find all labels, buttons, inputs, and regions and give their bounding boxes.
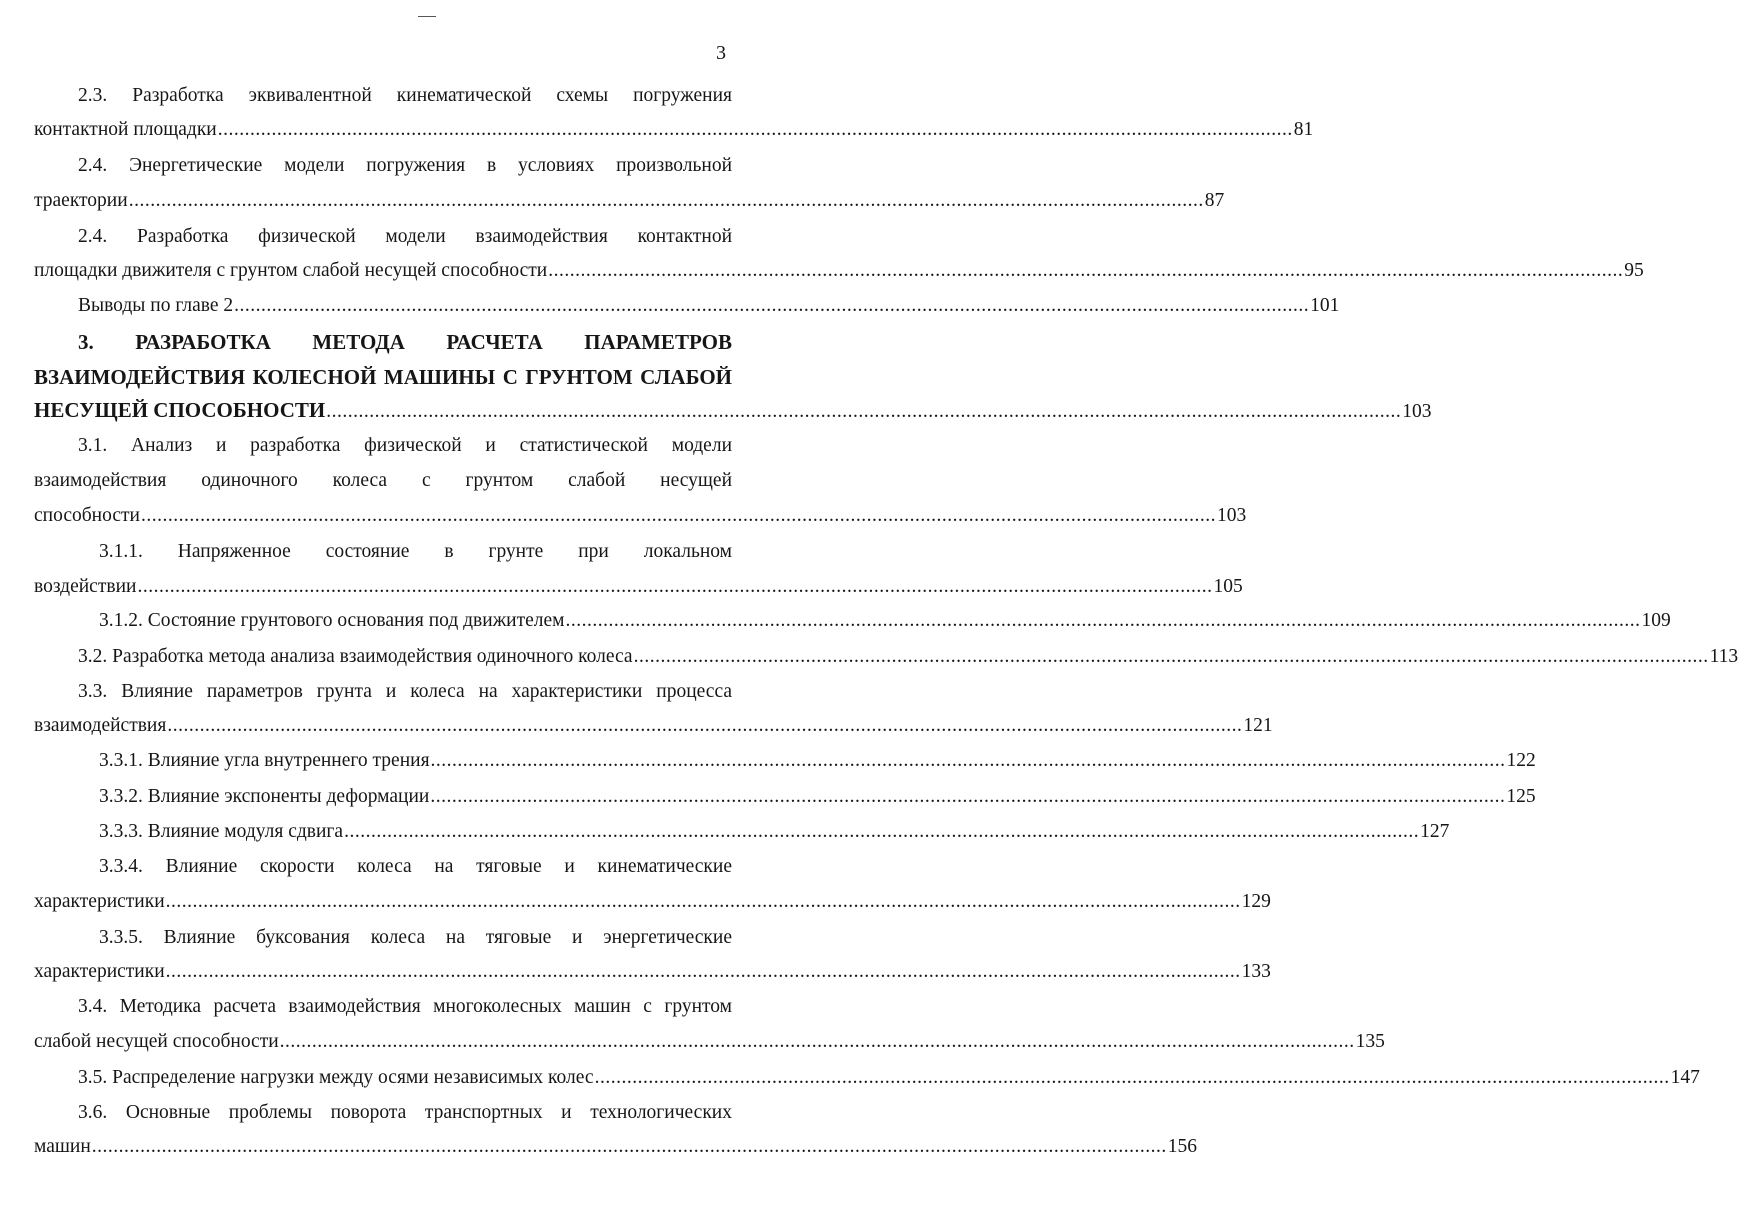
toc-page-number: 103 [1216, 505, 1247, 526]
leader-dots: ........................................................................................................................................................................................................ [140, 505, 1216, 526]
leader-dots: ........................................................................................................................................................................................................ [565, 610, 1641, 631]
toc-page-number: 133 [1241, 961, 1271, 982]
toc-page-number: 105 [1213, 576, 1243, 597]
leader-dots: ........................................................................................................................................................................................................ [217, 119, 1293, 140]
toc-entry-3-4-line2: слабой несущей способности ........................................................................................................................................................................................................ 135 [34, 1031, 1385, 1052]
toc-page-number: 81 [1293, 119, 1314, 140]
toc-entry-2-4b-line2: площадки движителя с грунтом слабой несущей способности ........................................................................................................................................................................................................ 95 [34, 260, 1644, 281]
toc-entry-2-4a-line2: траектории ........................................................................................................................................................................................................ 87 [34, 190, 1225, 211]
leader-dots: ........................................................................................................................................................................................................ [91, 1136, 1167, 1157]
toc-entry-3-3-4-line2: характеристики ........................................................................................................................................................................................................ 129 [34, 891, 1271, 912]
toc-entry-3-3-2: 3.3.2. Влияние экспоненты деформации ........................................................................................................................................................................................................ 125 [99, 786, 1536, 807]
toc-entry-3-3-5-line2: характеристики ........................................................................................................................................................................................................ 133 [34, 961, 1271, 982]
toc-entry-3-1-1-line2: воздействии ........................................................................................................................................................................................................ 105 [34, 576, 1243, 597]
toc-chapter-3-line3: НЕСУЩЕЙ СПОСОБНОСТИ ........................................................................................................................................................................................................ 103 [34, 398, 1432, 422]
toc-page-number: 87 [1204, 190, 1225, 211]
toc-entry-3-6-line2: машин ........................................................................................................................................................................................................ 156 [34, 1136, 1197, 1157]
top-mark [418, 16, 436, 17]
toc-page-number: 147 [1670, 1067, 1700, 1088]
toc-page-number: 113 [1709, 646, 1738, 667]
leader-dots: ........................................................................................................................................................................................................ [128, 190, 1204, 211]
toc-chapter-3-line2: ВЗАИМОДЕЙСТВИЯ КОЛЕСНОЙ МАШИНЫ С ГРУНТОМ СЛАБОЙ [34, 365, 732, 389]
toc-page-number: 121 [1243, 715, 1273, 736]
toc-page-number: 129 [1241, 891, 1271, 912]
toc-entry-2-3-line2: контактной площадки ........................................................................................................................................................................................................ 81 [34, 119, 1314, 140]
toc-entry-3-3-5-line1: 3.3.5. Влияние буксования колеса на тяговые и энергетические [99, 927, 732, 948]
toc-entry-2-4a-line1: 2.4. Энергетические модели погружения в условиях произвольной [78, 155, 733, 176]
toc-page-number: 156 [1167, 1136, 1197, 1157]
toc-entry-3-3-3: 3.3.3. Влияние модуля сдвига ........................................................................................................................................................................................................ 127 [99, 821, 1450, 842]
leader-dots: ........................................................................................................................................................................................................ [548, 260, 1624, 281]
leader-dots: ........................................................................................................................................................................................................ [633, 646, 1709, 667]
toc-entry-3-3-1: 3.3.1. Влияние угла внутреннего трения ........................................................................................................................................................................................................ 122 [99, 750, 1536, 771]
toc-entry-3-2: 3.2. Разработка метода анализа взаимодействия одиночного колеса ........................................................................................................................................................................................................ 113 [78, 646, 1738, 667]
toc-page-number: 101 [1310, 295, 1340, 316]
toc-chapter-3-line1: 3. РАЗРАБОТКА МЕТОДА РАСЧЕТА ПАРАМЕТРОВ [78, 330, 732, 354]
leader-dots: ........................................................................................................................................................................................................ [167, 715, 1243, 736]
toc-page-number: 103 [1402, 401, 1432, 422]
toc-entry-3-6-line1: 3.6. Основные проблемы поворота транспортных и технологических [78, 1102, 732, 1123]
leader-dots: ........................................................................................................................................................................................................ [326, 401, 1402, 422]
toc-entry-3-1-1-line1: 3.1.1. Напряженное состояние в грунте при локальном [99, 541, 733, 562]
toc-entry-3-5: 3.5. Распределение нагрузки между осями независимых колес ........................................................................................................................................................................................................ 147 [78, 1067, 1700, 1088]
leader-dots: ........................................................................................................................................................................................................ [594, 1067, 1670, 1088]
toc-entry-2-3-line1: 2.3. Разработка эквивалентной кинематической схемы погружения [78, 85, 732, 106]
toc-page-number: 125 [1506, 786, 1536, 807]
leader-dots: ........................................................................................................................................................................................................ [279, 1031, 1355, 1052]
toc-page-number: 122 [1506, 750, 1536, 771]
toc-page-number: 127 [1420, 821, 1450, 842]
toc-entry-3-1-line3: способности ........................................................................................................................................................................................................ 103 [34, 505, 1247, 526]
page-number: 3 [716, 42, 726, 64]
toc-entry-3-4-line1: 3.4. Методика расчета взаимодействия многоколесных машин с грунтом [78, 996, 732, 1017]
toc-page-number: 109 [1641, 610, 1671, 631]
toc-page-number: 135 [1355, 1031, 1385, 1052]
toc-page-number: 95 [1624, 260, 1644, 281]
leader-dots: ........................................................................................................................................................................................................ [165, 891, 1241, 912]
toc-entry-3-3-line2: взаимодействия ........................................................................................................................................................................................................ 121 [34, 715, 1273, 736]
toc-entry-3-3-line1: 3.3. Влияние параметров грунта и колеса на характеристики процесса [78, 681, 732, 702]
leader-dots: ........................................................................................................................................................................................................ [137, 576, 1213, 597]
toc-entry-3-1-line1: 3.1. Анализ и разработка физической и статистической модели [78, 435, 732, 456]
leader-dots: ........................................................................................................................................................................................................ [344, 821, 1420, 842]
toc-entry-3-1-line2: взаимодействия одиночного колеса с грунтом слабой несущей [34, 470, 732, 491]
toc-entry-conclusions-2: Выводы по главе 2 ........................................................................................................................................................................................................ 101 [78, 295, 1340, 316]
leader-dots: ........................................................................................................................................................................................................ [165, 961, 1241, 982]
toc-entry-2-4b-line1: 2.4. Разработка физической модели взаимодействия контактной [78, 226, 733, 247]
leader-dots: ........................................................................................................................................................................................................ [430, 786, 1506, 807]
toc-entry-3-1-2: 3.1.2. Состояние грунтового основания под движителем ........................................................................................................................................................................................................ 109 [99, 610, 1671, 631]
leader-dots: ........................................................................................................................................................................................................ [234, 295, 1310, 316]
leader-dots: ........................................................................................................................................................................................................ [430, 750, 1506, 771]
toc-entry-3-3-4-line1: 3.3.4. Влияние скорости колеса на тяговые и кинематические [99, 856, 732, 877]
